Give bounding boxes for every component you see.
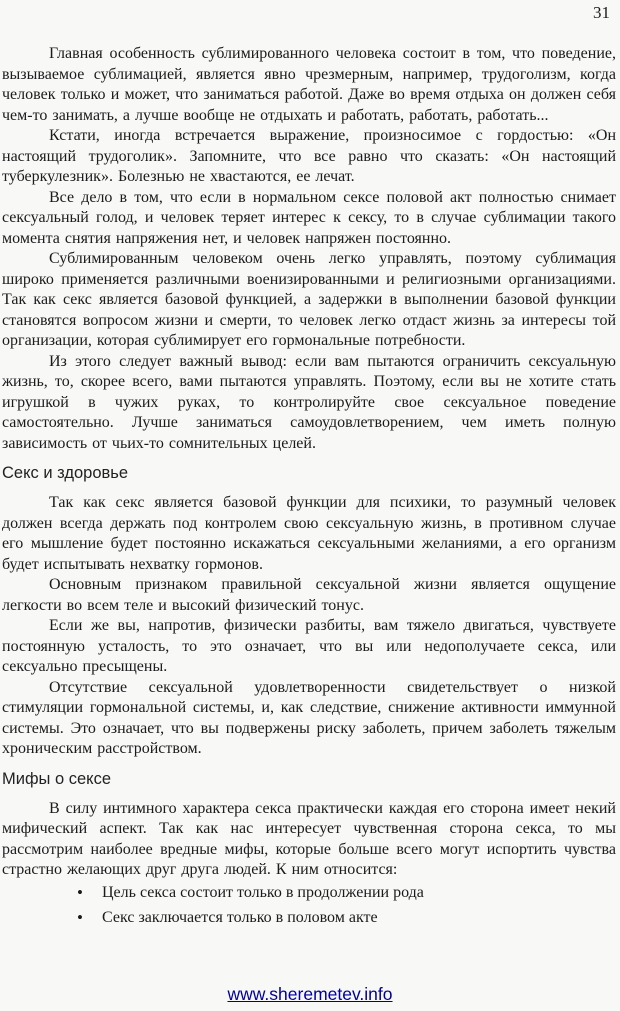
list-item-myth-intercourse: • Секс заключается только в половом акте bbox=[102, 908, 616, 929]
paragraph-fatigue-sign: Если же вы, напротив, физически разбиты, вам тяжело двигаться, чувствуете постоянную усталость, то это означает, что вы или недополучаете секса, или сексуально пресыщены. bbox=[2, 617, 616, 675]
page-footer bbox=[0, 984, 620, 1005]
section-heading-sex-and-health: Секс и здоровье bbox=[2, 464, 129, 482]
paragraph-normal-sex-vs-sublimation: Все дело в том, что если в нормальном сексе половой акт полностью снимает сексуальный голод, и человек теряет интерес к сексу, то в случае сублимации такого момента снятия напряжения нет, и человек напряжен постоянно. bbox=[2, 188, 616, 247]
footer-site-link[interactable]: www.sheremetev.info bbox=[227, 984, 393, 1004]
page-number: 31 bbox=[593, 3, 610, 22]
list-item-myth-procreation: • Цель секса состоит только в продолжении рода bbox=[102, 883, 616, 904]
section-heading-myths-about-sex: Мифы о сексе bbox=[2, 769, 111, 788]
myths-list bbox=[2, 883, 616, 929]
paragraph-sublimation-trait: Главная особенность сублимированного человека состоит в том, что поведение, вызываемое сублимацией, является явно чрезмерным, например, трудоголизм, когда человек только и может, что заниматься работой. Даже во время отдыха он должен себя чем-то занимать, а лучше вообще не отдыхать и работать, работать, работать... bbox=[2, 45, 616, 124]
paragraph-immune-system: Отсутствие сексуальной удовлетворенности свидетельствует о низкой стимуляции гормональной системы, и, как следствие, снижение активности иммунной системы. Это означает, что вы подвержены риску заболеть, причем заболеть тяжелым хроническим расстройством. bbox=[2, 678, 616, 757]
paragraph-workaholic-saying: Кстати, иногда встречается выражение, произносимое с гордостью: «Он настоящий трудоголик». Запомните, что все равно что сказать: «Он настоящий туберкулезник». Болезнью не хвастаются, ее лечат. bbox=[2, 127, 616, 185]
paragraph-base-function-psyche: Так как секс является базовой функции для психики, то разумный человек должен всегда держать под контролем свою сексуальную жизнь, в противном случае его мышление будет постоянно искажаться сексуальными желаниями, а его организм будет испытывать нехватку гормонов. bbox=[2, 494, 616, 573]
paragraph-myths-intro: В силу интимного характера секса практически каждая его сторона имеет некий мифический аспект. Так как нас интересует чувственная сторона секса, то мы рассмотрим наиболее вредные мифы, которые больше всего могут испортить чувства страстно желающих друг друга людей. К ним относится: bbox=[2, 799, 616, 878]
paragraph-main-sign: Основным признаком правильной сексуальной жизни является ощущение легкости во всем теле и высокий физический тонус. bbox=[2, 576, 616, 614]
paragraph-sublimation-control: Сублимированным человеком очень легко управлять, поэтому сублимация широко применяется различными военизированными и религиозными организациями. Так как секс является базовой функцией, а задержки в выполнении базовой функции становятся вопросом жизни и смерти, то человек легко отдаст жизнь за интересы той организации, которая сублимирует его гормональные потребности. bbox=[2, 250, 616, 349]
paragraph-important-conclusion: Из этого следует важный вывод: если вам пытаются ограничить сексуальную жизнь, то, скорее всего, вами пытаются управлять. Поэтому, если вы не хотите стать игрушкой в чужих руках, то контролируйте свое сексуальное поведение самостоятельно. Лучше заниматься самоудовлетворением, чем иметь полную зависимость от чьих-то сомнительных целей. bbox=[2, 352, 616, 452]
page-content bbox=[2, 44, 616, 934]
